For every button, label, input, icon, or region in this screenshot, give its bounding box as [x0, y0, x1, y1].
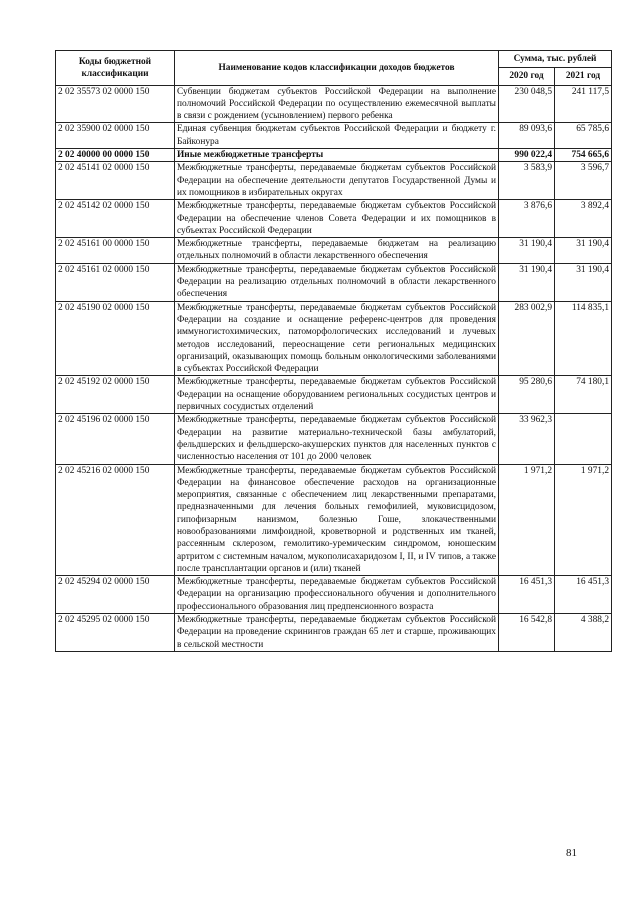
row-name: Межбюджетные трансферты, передаваемые бюджетам субъектов Российской Федерации на обеспечение членов Совета Федерации и их помощников в субъектах Российской Федерации	[175, 200, 499, 238]
table-row	[56, 162, 612, 200]
row-name: Субвенции бюджетам субъектов Российской Федерации на выполнение полномочий Российской Федерации по осуществлению ежемесячной выплаты в связи с рождением (усыновлением) первого ребенка	[175, 85, 499, 123]
table-row	[56, 414, 612, 464]
row-value-2021: 4 388,2	[555, 614, 612, 652]
row-value-2021: 241 117,5	[555, 85, 612, 123]
page-number: 81	[566, 847, 577, 859]
row-code: 2 02 35900 02 0000 150	[56, 123, 175, 149]
row-value-2021: 1 971,2	[555, 464, 612, 576]
table-header	[56, 51, 612, 86]
row-value-2021: 754 665,6	[555, 149, 612, 162]
table-body	[56, 85, 612, 651]
row-value-2020: 16 542,8	[499, 614, 555, 652]
row-value-2021: 3 596,7	[555, 162, 612, 200]
row-value-2020: 3 876,6	[499, 200, 555, 238]
row-code: 2 02 45196 02 0000 150	[56, 414, 175, 464]
row-value-2021: 65 785,6	[555, 123, 612, 149]
table-row	[56, 376, 612, 414]
row-code: 2 02 35573 02 0000 150	[56, 85, 175, 123]
row-code: 2 02 45161 02 0000 150	[56, 263, 175, 301]
row-value-2020: 31 190,4	[499, 263, 555, 301]
row-name: Межбюджетные трансферты, передаваемые бюджетам субъектов Российской Федерации на развитие материально-технической базы амбулаторий, фельдшерских и фельдшерско-акушерских пунктов для населенных пунктов с численностью населения от 101 до 2000 человек	[175, 414, 499, 464]
header-code: Коды бюджетной классификации	[56, 51, 175, 86]
row-name: Межбюджетные трансферты, передаваемые бюджетам на реализацию отдельных полномочий в области лекарственного обеспечения	[175, 238, 499, 264]
table-row	[56, 263, 612, 301]
row-value-2020: 283 002,9	[499, 301, 555, 376]
row-value-2021: 31 190,4	[555, 238, 612, 264]
row-value-2021: 74 180,1	[555, 376, 612, 414]
table-row	[56, 576, 612, 614]
row-value-2021: 31 190,4	[555, 263, 612, 301]
table-row	[56, 614, 612, 652]
table-row	[56, 238, 612, 264]
row-code: 2 02 45216 02 0000 150	[56, 464, 175, 576]
row-value-2020: 16 451,3	[499, 576, 555, 614]
row-value-2020: 3 583,9	[499, 162, 555, 200]
row-value-2020: 95 280,6	[499, 376, 555, 414]
row-value-2021: 114 835,1	[555, 301, 612, 376]
header-sum: Сумма, тыс. рублей	[499, 51, 612, 68]
header-year-2020: 2020 год	[499, 68, 555, 85]
row-value-2020: 230 048,5	[499, 85, 555, 123]
table-row	[56, 301, 612, 376]
row-code: 2 02 45141 02 0000 150	[56, 162, 175, 200]
row-name: Межбюджетные трансферты, передаваемые бюджетам субъектов Российской Федерации на обеспечение деятельности депутатов Государственной Думы и их помощников в избирательных округах	[175, 162, 499, 200]
row-value-2020: 33 962,3	[499, 414, 555, 464]
row-name: Межбюджетные трансферты, передаваемые бюджетам субъектов Российской Федерации на оснащение оборудованием региональных сосудистых центров и первичных сосудистых отделений	[175, 376, 499, 414]
table-row-total	[56, 149, 612, 162]
row-name: Межбюджетные трансферты, передаваемые бюджетам субъектов Российской Федерации на реализацию отдельных полномочий в области лекарственного обеспечения	[175, 263, 499, 301]
row-code: 2 02 45190 02 0000 150	[56, 301, 175, 376]
table-row	[56, 123, 612, 149]
row-value-2020: 990 022,4	[499, 149, 555, 162]
table-row	[56, 464, 612, 576]
row-value-2021: 3 892,4	[555, 200, 612, 238]
row-value-2020: 89 093,6	[499, 123, 555, 149]
row-name: Межбюджетные трансферты, передаваемые бюджетам субъектов Российской Федерации на создание и оснащение референс-центров для проведения иммуногистохимических, патоморфологических исследований и лучевых методов исследований, переоснащение сети региональных медицинских организаций, оказывающих помощь больным онкологическими заболеваниями в субъектах Российской Федерации	[175, 301, 499, 376]
table-row	[56, 85, 612, 123]
row-code: 2 02 45192 02 0000 150	[56, 376, 175, 414]
row-value-2020: 31 190,4	[499, 238, 555, 264]
header-name: Наименование кодов классификации доходов бюджетов	[175, 51, 499, 86]
row-value-2021	[555, 414, 612, 464]
header-year-2021: 2021 год	[555, 68, 612, 85]
table-row	[56, 200, 612, 238]
row-code: 2 02 45161 00 0000 150	[56, 238, 175, 264]
row-value-2020: 1 971,2	[499, 464, 555, 576]
row-code: 2 02 40000 00 0000 150	[56, 149, 175, 162]
row-code: 2 02 45294 02 0000 150	[56, 576, 175, 614]
row-name: Иные межбюджетные трансферты	[175, 149, 499, 162]
row-value-2021: 16 451,3	[555, 576, 612, 614]
row-name: Единая субвенция бюджетам субъектов Российской Федерации и бюджету г. Байконура	[175, 123, 499, 149]
row-code: 2 02 45295 02 0000 150	[56, 614, 175, 652]
row-name: Межбюджетные трансферты, передаваемые бюджетам субъектов Российской Федерации на финансовое обеспечение расходов на организационные мероприятия, связанные с обеспечением лиц лекарственными препаратами, предназначенными для лечения больных гемофилией, муковисцидозом, гипофизарным нанизмом, болезнью Гоше, злокачественными новообразованиями лимфоидной, кроветворной и родственных им тканей, рассеянным склерозом, гемолитико-уремическим синдромом, юношеским артритом с системным началом, мукополисахаридозом I, II, и IV типов, а также после трансплантации органов и (или) тканей	[175, 464, 499, 576]
budget-table	[55, 50, 612, 652]
row-name: Межбюджетные трансферты, передаваемые бюджетам субъектов Российской Федерации на организацию профессионального обучения и дополнительного профессионального образования лиц предпенсионного возраста	[175, 576, 499, 614]
row-code: 2 02 45142 02 0000 150	[56, 200, 175, 238]
row-name: Межбюджетные трансферты, передаваемые бюджетам субъектов Российской Федерации на проведение скринингов граждан 65 лет и старше, проживающих в сельской местности	[175, 614, 499, 652]
